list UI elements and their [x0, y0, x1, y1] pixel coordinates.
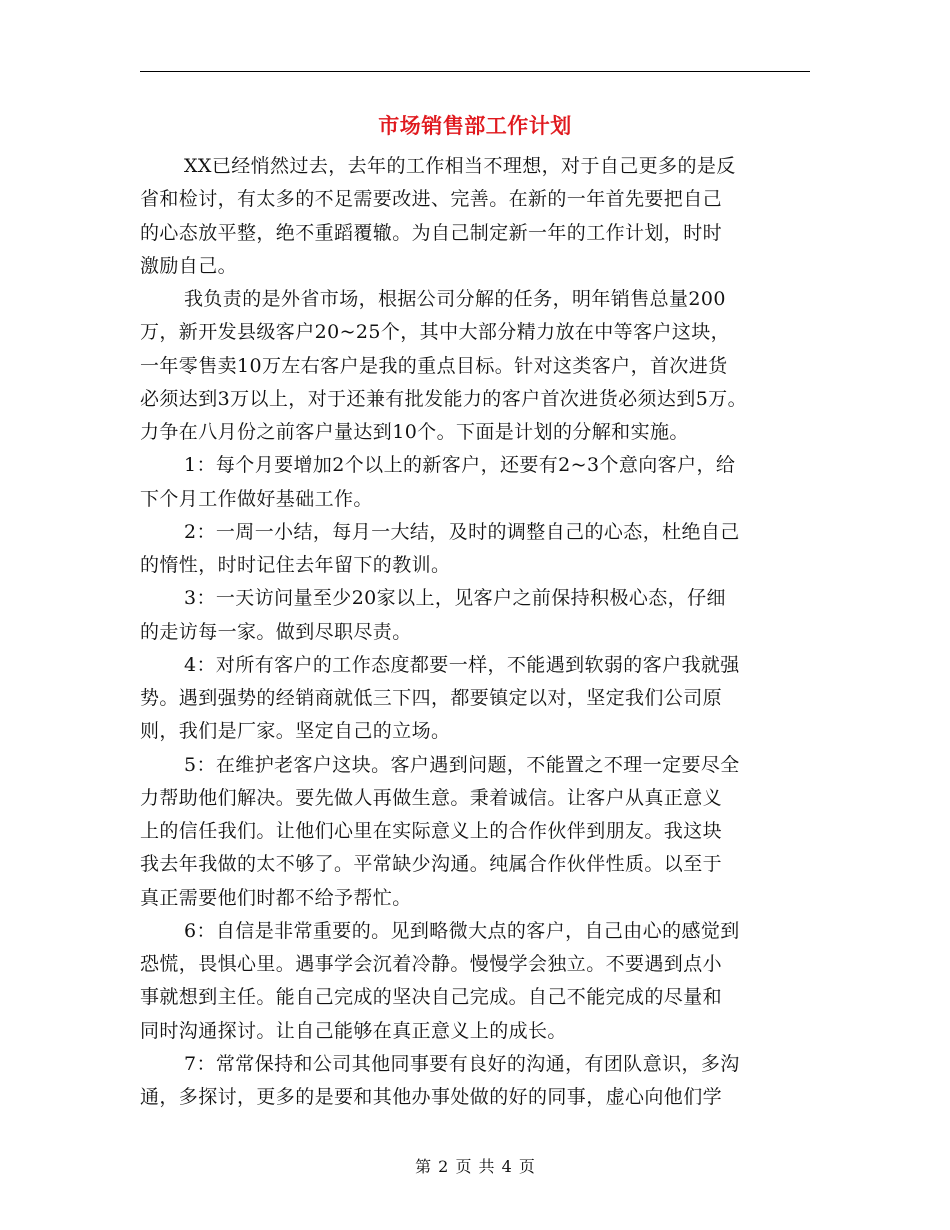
- body-line: 5：在维护老客户这块。客户遇到问题，不能置之不理一定要尽全: [184, 753, 740, 776]
- body-line: 事就想到主任。能自己完成的坚决自己完成。自己不能完成的尽量和: [140, 986, 723, 1009]
- body-line: 激励自己。: [140, 254, 238, 277]
- body-line: 万，新开发县级客户20~25个，其中大部分精力放在中等客户这块，: [140, 321, 731, 344]
- body-line: 恐慌，畏惧心里。遇事学会沉着冷静。慢慢学会独立。不要遇到点小: [140, 953, 723, 975]
- document-title: 市场销售部工作计划: [378, 113, 572, 138]
- body-line: 上的信任我们。让他们心里在实际意义上的合作伙伴到朋友。我这块: [140, 820, 723, 842]
- body-line: 必须达到3万以上，对于还兼有批发能力的客户首次进货必须达到5万。: [140, 387, 747, 410]
- body-line: 同时沟通探讨。让自己能够在真正意义上的成长。: [140, 1019, 567, 1042]
- body-line: 1：每个月要增加2个以上的新客户，还要有2~3个意向客户，给: [184, 454, 736, 477]
- body-line: 的惰性，时时记住去年留下的教训。: [140, 554, 451, 576]
- body-line: 的走访每一家。做到尽职尽责。: [140, 620, 412, 643]
- body-line: 力帮助他们解决。要先做人再做生意。秉着诚信。让客户从真正意义: [140, 786, 723, 809]
- body-line: 省和检讨，有太多的不足需要改进、完善。在新的一年首先要把自己: [140, 188, 723, 211]
- page-number: 第 2 页 共 4 页: [415, 1157, 535, 1176]
- body-line: 4：对所有客户的工作态度都要一样，不能遇到软弱的客户我就强: [184, 653, 740, 676]
- body-line: 势。遇到强势的经销商就低三下四，都要镇定以对，坚定我们公司原: [140, 687, 723, 709]
- body-line: 力争在八月份之前客户量达到10个。下面是计划的分解和实施。: [140, 421, 689, 443]
- body-line: 则，我们是厂家。坚定自己的立场。: [140, 720, 451, 743]
- body-line: 2：一周一小结，每月一大结，及时的调整自己的心态，杜绝自己: [184, 520, 740, 543]
- body-line: 的心态放平整，绝不重蹈覆辙。为自己制定新一年的工作计划，时时: [140, 221, 723, 244]
- body-line: 7：常常保持和公司其他同事要有良好的沟通，有团队意识，多沟: [184, 1052, 740, 1075]
- body-line: 一年零售卖10万左右客户是我的重点目标。针对这类客户，首次进货: [140, 354, 728, 377]
- body-line: 真正需要他们时都不给予帮忙。: [140, 886, 412, 909]
- body-line: 下个月工作做好基础工作。: [140, 487, 373, 510]
- body-line: XX已经悄然过去，去年的工作相当不理想，对于自己更多的是反: [184, 155, 736, 177]
- body-line: 我去年我做的太不够了。平常缺少沟通。纯属合作伙伴性质。以至于: [140, 853, 723, 876]
- body-line: 我负责的是外省市场，根据公司分解的任务，明年销售总量200: [184, 288, 726, 310]
- document-body: [140, 150, 820, 1114]
- body-line: 通，多探讨，更多的是要和其他办事处做的好的同事，虚心向他们学: [140, 1086, 723, 1108]
- body-line: 3：一天访问量至少20家以上，见客户之前保持积极心态，仔细: [184, 587, 726, 610]
- body-line: 6：自信是非常重要的。见到略微大点的客户，自己由心的感觉到: [184, 919, 740, 942]
- header-rule: [140, 71, 810, 72]
